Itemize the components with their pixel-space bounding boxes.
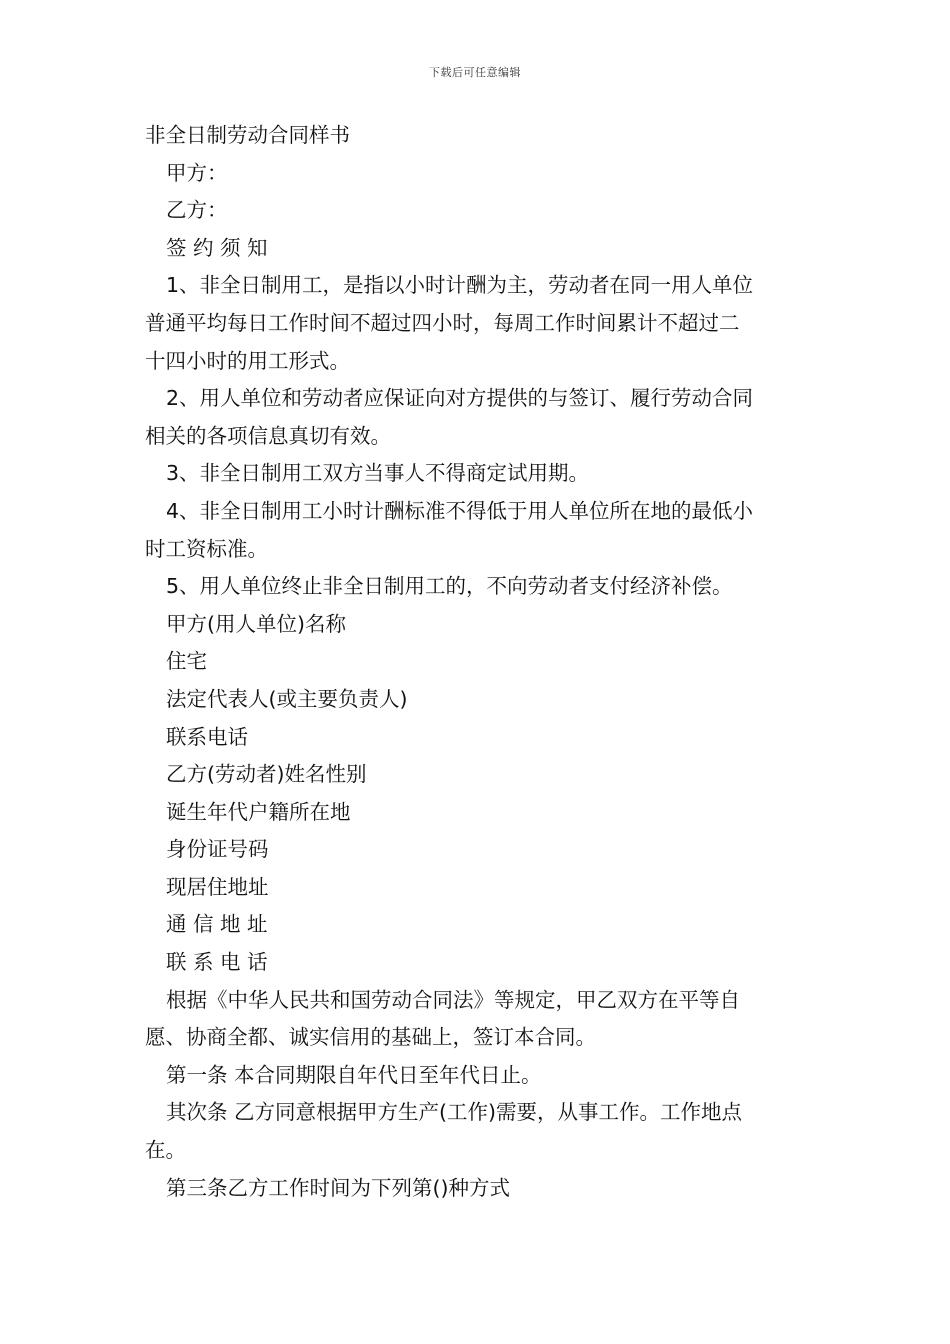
notice-item-4-line-1: 4、非全日制用工小时计酬标准不得低于用人单位所在地的最低小 — [166, 498, 754, 523]
party-a-label: 甲方： — [166, 160, 228, 185]
notice-item-4-line-2: 时工资标准。 — [145, 536, 268, 561]
notice-item-2-line-2: 相关的各项信息真切有效。 — [145, 423, 391, 448]
party-b-label: 乙方： — [166, 198, 228, 223]
contact-phone-field: 联 系 电 话 — [166, 950, 268, 975]
notice-item-5: 5、用人单位终止非全日制用工的，不向劳动者支付经济补偿。 — [166, 574, 733, 599]
employer-phone-field: 联系电话 — [166, 724, 248, 749]
legal-representative-field: 法定代表人(或主要负责人) — [166, 686, 408, 711]
article-2-line-2: 在。 — [145, 1138, 186, 1163]
id-number-field: 身份证号码 — [166, 837, 269, 862]
employee-name-gender-field: 乙方(劳动者)姓名性别 — [166, 762, 367, 787]
article-2-line-1: 其次条 乙方同意根据甲方生产(工作)需要，从事工作。工作地点 — [166, 1100, 743, 1125]
notice-item-1-line-3: 十四小时的用工形式。 — [145, 348, 350, 373]
document-title: 非全日制劳动合同样书 — [145, 123, 350, 147]
employer-address-field: 住宅 — [166, 649, 207, 674]
document-body — [145, 117, 809, 1207]
article-3: 第三条乙方工作时间为下列第()种方式 — [166, 1175, 510, 1200]
preamble-line-2: 愿、协商全都、诚实信用的基础上，签订本合同。 — [145, 1025, 596, 1050]
notice-item-1-line-1: 1、非全日制用工，是指以小时计酬为主，劳动者在同一用人单位 — [166, 273, 754, 298]
page-header-note: 下载后可任意编辑 — [429, 66, 521, 79]
preamble-line-1: 根据《中华人民共和国劳动合同法》等规定，甲乙双方在平等自 — [166, 987, 740, 1012]
notice-item-2-line-1: 2、用人单位和劳动者应保证向对方提供的与签订、履行劳动合同 — [166, 386, 754, 411]
notice-item-3: 3、非全日制用工双方当事人不得商定试用期。 — [166, 461, 590, 486]
birth-household-field: 诞生年代户籍所在地 — [166, 799, 351, 824]
article-1: 第一条 本合同期限自年代日至年代日止。 — [166, 1062, 542, 1087]
employer-name-field: 甲方(用人单位)名称 — [166, 611, 346, 636]
current-address-field: 现居住地址 — [166, 874, 269, 899]
signing-notice-heading: 签 约 须 知 — [166, 235, 268, 260]
notice-item-1-line-2: 普通平均每日工作时间不超过四小时，每周工作时间累计不超过二 — [145, 310, 740, 335]
mailing-address-field: 通 信 地 址 — [166, 912, 268, 937]
